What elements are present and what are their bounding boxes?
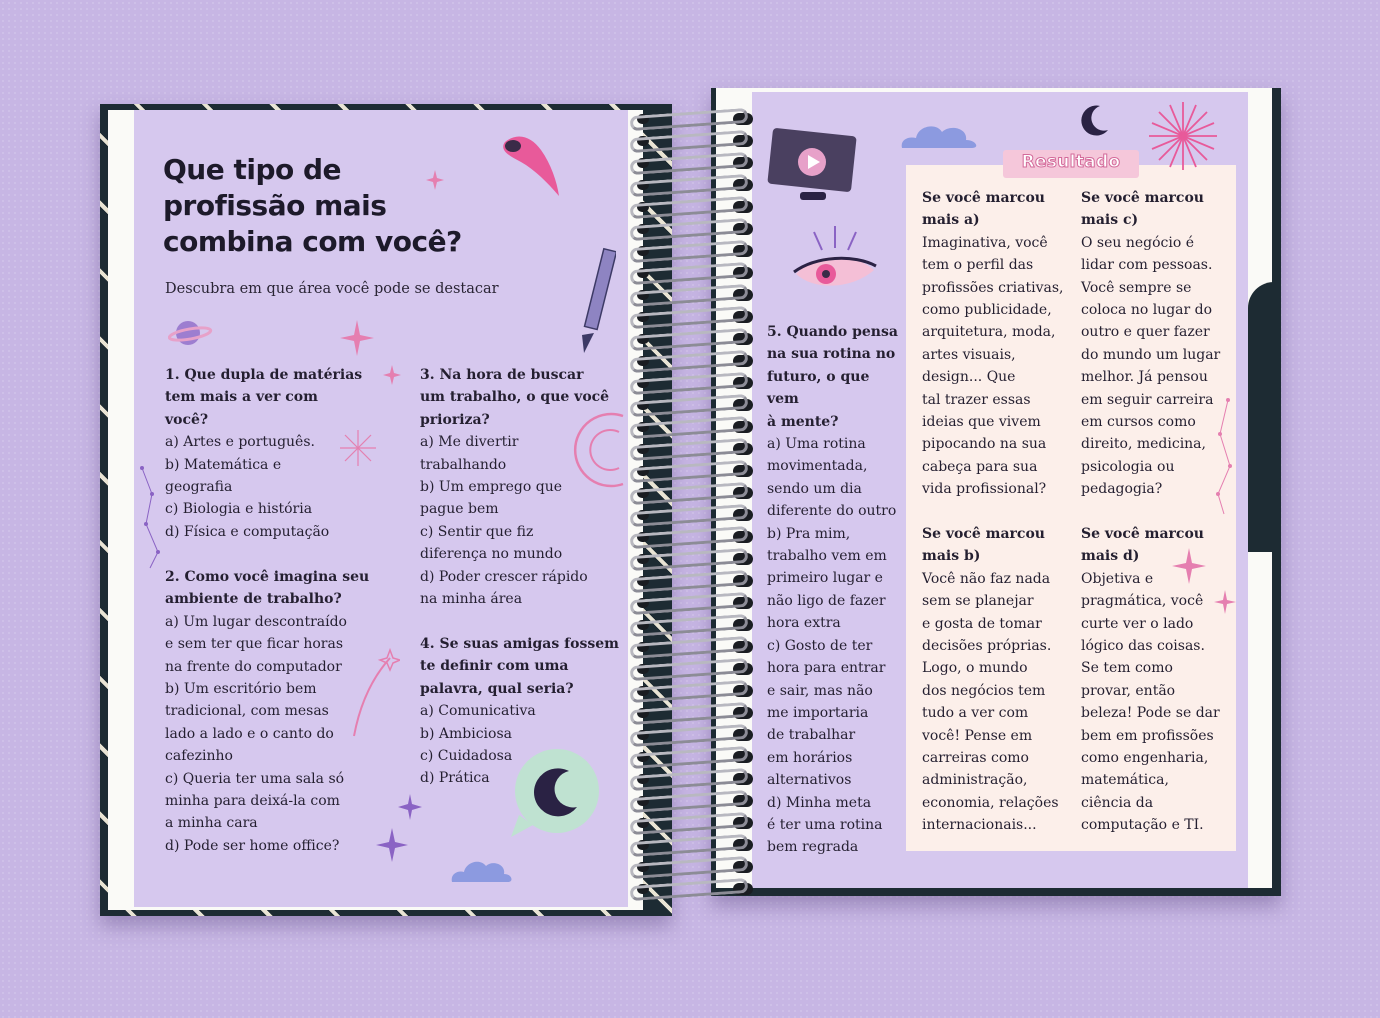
option-1b: b) Matemática e geografia [165, 456, 282, 496]
option-2a: a) Um lugar descontraído e sem ter que ficar horas na frente do computador [165, 613, 347, 675]
planet-icon [168, 316, 214, 350]
sparkle-icon [398, 794, 422, 820]
option-3b: b) Um emprego que pague bem [420, 479, 563, 518]
eye-icon [792, 226, 878, 298]
sparkle-icon [376, 828, 408, 862]
sparkle-icon [426, 170, 444, 190]
result-d: Se você marcou mais d) Objetiva e pragmática, você curte ver o lado lógico das coisas. Se tem como provar, então beleza! Pode se dar bem em profissões como engenharia, matemática, ciência da computação e TI. [1081, 526, 1220, 834]
option-4d: d) Prática [420, 770, 490, 787]
result-c: Se você marcou mais c) O seu negócio é lidar com pessoas. Você sempre se coloca no lugar do outro e quer fazer do mundo um lugar melhor. Já pensou em seguir carreira em cursos como direito, medicina, psicologia ou pedagogia? [1081, 190, 1221, 498]
option-4a: a) Comunicativa [420, 703, 536, 720]
option-3d: d) Poder crescer rápido na minha área [420, 568, 588, 608]
result-title: Resultado [1021, 152, 1121, 172]
option-1d: d) Física e computação [165, 523, 330, 540]
video-player-icon [766, 128, 860, 208]
page-title: Que tipo de profissão mais combina com você? [163, 153, 462, 258]
option-4c: c) Cuidadosa [420, 748, 513, 765]
sparkle-icon [1172, 548, 1206, 584]
question-5: 5. Quando pensa na sua rotina no futuro, o que vem à mente? a) Uma rotina movimentada, sendo um dia diferente do outro b) Pra mim, trabalho vem em primeiro lugar e não ligo de fazer hora extra c) Gosto de ter hora para entrar e sair, mas não me importaria de trabalhar em horários alternativos d) Minha meta é ter uma rotina bem regrada [767, 321, 902, 859]
shooting-star-icon [350, 648, 400, 738]
option-5d: d) Minha meta é ter uma rotina bem regrada [767, 794, 883, 856]
starburst-icon [340, 430, 376, 466]
option-2d: d) Pode ser home office? [165, 837, 340, 854]
question-3: 3. Na hora de buscar um trabalho, o que você prioriza? a) Me divertir trabalhando b) Um emprego que pague bem c) Sentir que fiz diferença no mundo d) Poder crescer rápido na minha área [420, 364, 620, 610]
cloud-icon [448, 856, 514, 884]
option-5c: c) Gosto de ter hora para entrar e sair, mas não me importaria de trabalhar em horários alternativos [767, 637, 886, 789]
option-4b: b) Ambiciosa [420, 725, 512, 742]
comet-icon [497, 130, 565, 202]
cloud-icon [898, 120, 982, 150]
option-3c: c) Sentir que fiz diferença no mundo [420, 523, 563, 563]
pencil-icon [574, 245, 616, 357]
crescent-moon-icon [1078, 104, 1110, 138]
option-2c: c) Queria ter uma sala só minha para deixá-la com a minha cara [165, 770, 345, 832]
constellation-icon [136, 462, 166, 572]
starburst-icon [1148, 100, 1218, 172]
option-1a: a) Artes e português. [165, 434, 315, 451]
question-1: 1. Que dupla de matérias tem mais a ver com você? a) Artes e português. b) Matemática e geografia c) Biologia e história d) Física e computação [165, 364, 365, 543]
moon-speech-bubble-icon [505, 745, 601, 841]
question-4: 4. Se suas amigas fossem te definir com uma palavra, qual seria? a) Comunicativa b) Ambiciosa c) Cuidadosa d) Prática [420, 633, 620, 790]
page-edge-strip [1248, 282, 1274, 552]
page-subtitle: Descubra em que área você pode se destacar [165, 281, 499, 297]
option-3a: a) Me divertir trabalhando [420, 434, 519, 473]
result-a: Se você marcou mais a) Imaginativa, você tem o perfil das profissões criativas, como publicidade, arquitetura, moda, artes visuais, design... Que tal trazer essas ideias que vivem pipocando na sua cabeça para sua vida profissional? [922, 190, 1064, 498]
option-5b: b) Pra mim, trabalho vem em primeiro lugar e não ligo de fazer hora extra [767, 525, 887, 632]
sparkle-icon [340, 320, 374, 356]
sparkle-icon [1214, 590, 1236, 614]
result-b: Se você marcou mais b) Você não faz nada sem se planejar e gosta de tomar decisões próprias. Logo, o mundo dos negócios tem tudo a ver com você! Pense em carreiras como administração, economia, relações internacionais... [922, 526, 1059, 834]
option-2b: b) Um escritório bem tradicional, com mesas lado a lado e o canto do cafezinho [165, 681, 334, 765]
question-2: 2. Como você imagina seu ambiente de trabalho? a) Um lugar descontraído e sem ter que ficar horas na frente do computador b) Um escritório bem tradicional, com mesas lado a lado e o canto do cafezinho c) Queria ter uma sala só minha para deixá-la com a minha cara d) Pode ser home office? [165, 566, 375, 857]
sparkle-icon [383, 365, 401, 385]
option-5a: a) Uma rotina movimentada, sendo um dia diferente do outro [767, 436, 897, 520]
constellation-icon [1210, 394, 1236, 520]
option-1c: c) Biologia e história [165, 501, 313, 518]
orbit-icon [573, 410, 633, 492]
